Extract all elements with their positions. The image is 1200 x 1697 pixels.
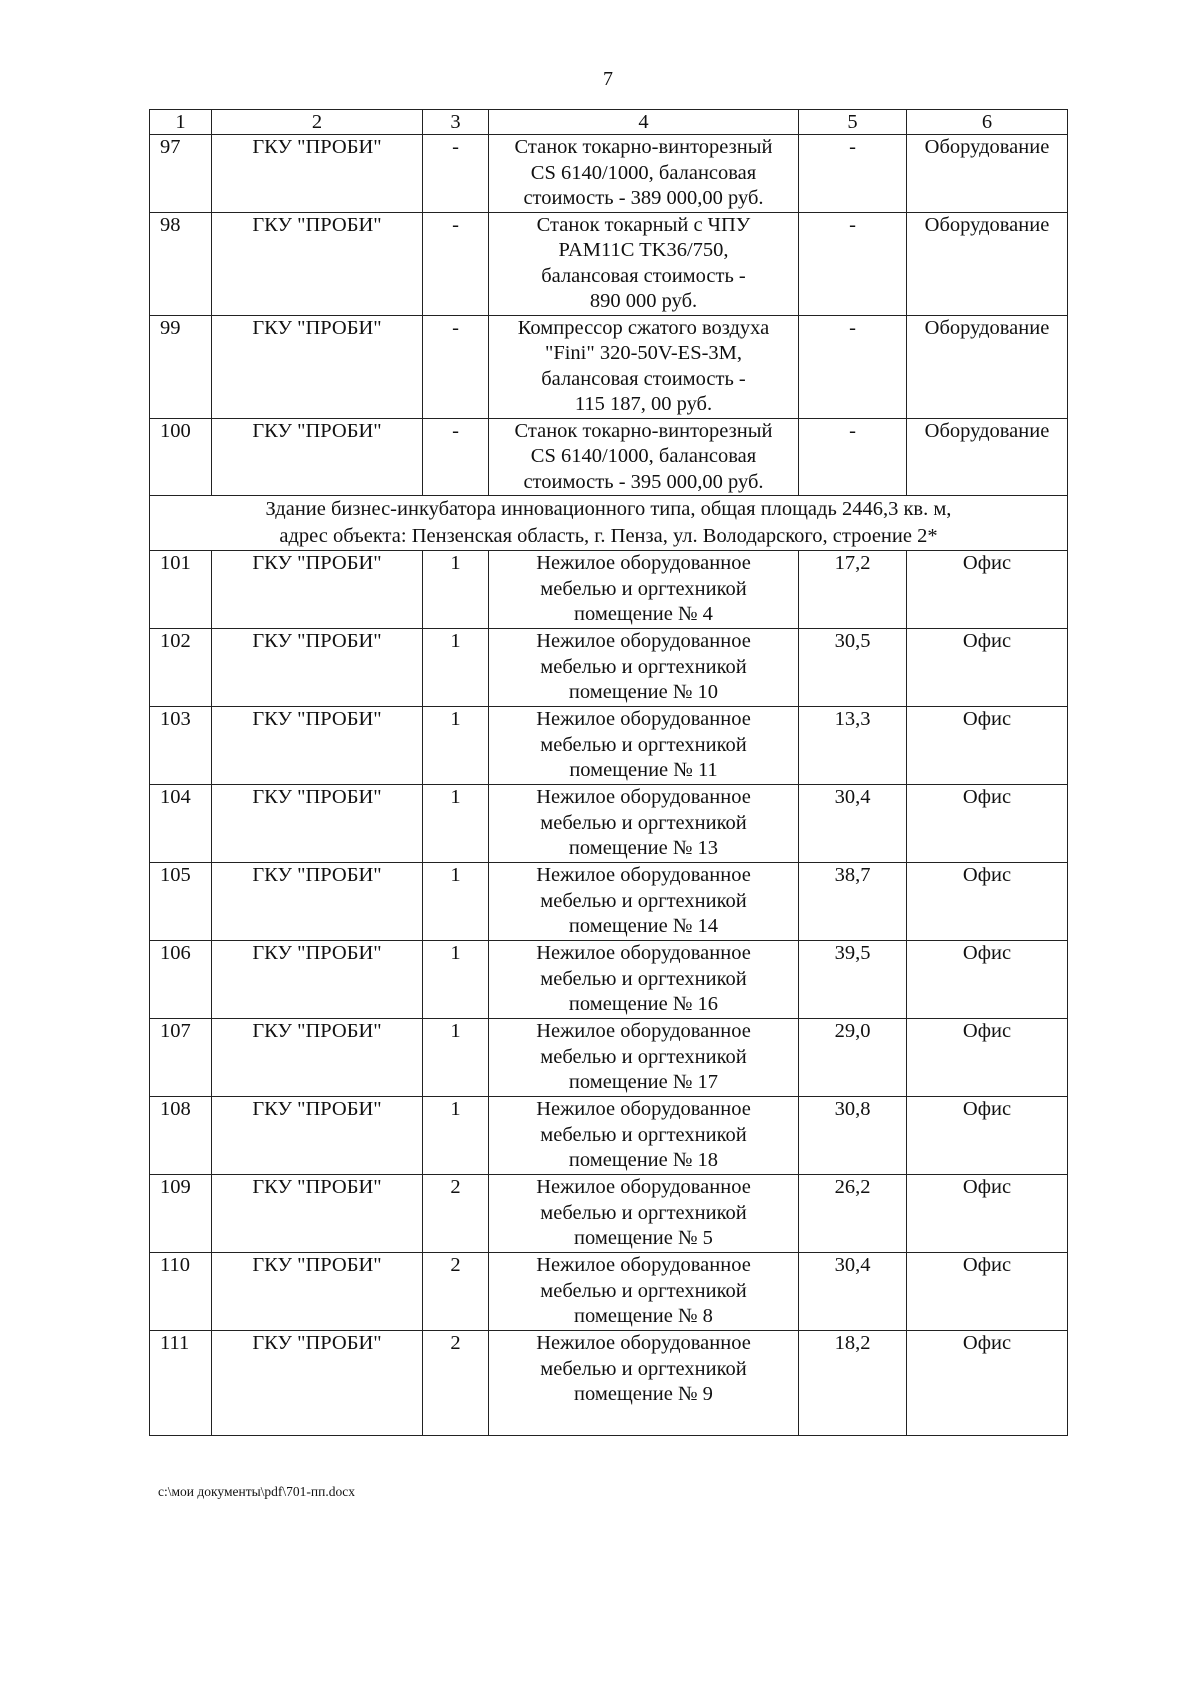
row-number-cell: 101 [150, 551, 212, 629]
organization-cell: ГКУ "ПРОБИ" [212, 135, 423, 213]
column-header-2: 2 [212, 110, 423, 135]
purpose-cell: Оборудование [907, 418, 1068, 496]
description-line: Нежилое оборудованное [536, 708, 751, 730]
description-line: помещение № 16 [568, 993, 719, 1015]
table-row [150, 315, 1068, 418]
purpose-cell: Оборудование [907, 212, 1068, 315]
description-line: мебелью и оргтехникой [540, 1201, 747, 1224]
description-line: мебелью и оргтехникой [540, 655, 747, 678]
area-cell: 30,4 [799, 1253, 907, 1331]
area-cell: - [799, 315, 907, 418]
description-line: стоимость - 395 000,00 руб. [523, 470, 764, 493]
area-cell: 30,5 [799, 629, 907, 707]
floor-cell: 1 [423, 629, 489, 707]
column-header-4: 4 [489, 110, 799, 135]
area-cell: 39,5 [799, 941, 907, 1019]
description-line: мебелью и оргтехникой [540, 1045, 747, 1068]
floor-cell: 1 [423, 551, 489, 629]
floor-cell: - [423, 315, 489, 418]
purpose-cell: Офис [907, 1331, 1068, 1436]
description-line: помещение № 18 [568, 1149, 719, 1171]
section-heading-cell [150, 496, 1068, 551]
description-cell [489, 551, 799, 629]
description-line: 115 187, 00 руб. [574, 393, 713, 415]
column-header-6: 6 [907, 110, 1068, 135]
property-table [149, 109, 1068, 1436]
area-cell: 26,2 [799, 1175, 907, 1253]
organization-cell: ГКУ "ПРОБИ" [212, 1253, 423, 1331]
organization-cell: ГКУ "ПРОБИ" [212, 1175, 423, 1253]
description-cell [489, 1331, 799, 1436]
description-line: Нежилое оборудованное [536, 786, 751, 808]
description-line: помещение № 10 [568, 681, 719, 703]
description-line: Станок токарно-винторезный [514, 419, 773, 442]
description-cell [489, 863, 799, 941]
description-line: Нежилое оборудованное [536, 942, 751, 964]
description-line: мебелью и оргтехникой [540, 1357, 747, 1380]
description-line: мебелью и оргтехникой [540, 889, 747, 912]
column-header-3: 3 [423, 110, 489, 135]
description-line: мебелью и оргтехникой [540, 733, 747, 756]
column-header-5: 5 [799, 110, 907, 135]
description-line: помещение № 17 [568, 1071, 719, 1093]
description-line: "Fini" 320-50V-ES-3M, [544, 342, 743, 364]
organization-cell: ГКУ "ПРОБИ" [212, 707, 423, 785]
page-number: 7 [603, 68, 613, 90]
description-cell [489, 785, 799, 863]
table-row [150, 212, 1068, 315]
table-row [150, 418, 1068, 496]
description-line: CS 6140/1000, балансовая [530, 161, 757, 184]
description-line: Станок токарный с ЧПУ [536, 213, 751, 236]
description-line: мебелью и оргтехникой [540, 1123, 747, 1146]
table-row [150, 1175, 1068, 1253]
row-number-cell: 111 [150, 1331, 212, 1436]
floor-cell: - [423, 418, 489, 496]
row-number-cell: 103 [150, 707, 212, 785]
purpose-cell: Офис [907, 1175, 1068, 1253]
purpose-cell: Офис [907, 941, 1068, 1019]
row-number-cell: 98 [150, 212, 212, 315]
row-number-cell: 99 [150, 315, 212, 418]
description-cell [489, 315, 799, 418]
description-line: помещение № 14 [568, 915, 719, 937]
description-line: помещение № 4 [574, 603, 713, 625]
floor-cell: 1 [423, 1019, 489, 1097]
area-cell: 30,8 [799, 1097, 907, 1175]
description-cell [489, 941, 799, 1019]
row-number-cell: 110 [150, 1253, 212, 1331]
floor-cell: 1 [423, 941, 489, 1019]
table-row [150, 1019, 1068, 1097]
table-body [150, 110, 1068, 1436]
area-cell: 38,7 [799, 863, 907, 941]
purpose-cell: Офис [907, 785, 1068, 863]
footer-file-path: c:\мои документы\pdf\701-пп.docx [158, 1484, 355, 1499]
area-cell: 18,2 [799, 1331, 907, 1436]
organization-cell: ГКУ "ПРОБИ" [212, 1019, 423, 1097]
column-header-1: 1 [150, 110, 212, 135]
table-row [150, 1331, 1068, 1436]
description-line: 890 000 руб. [589, 290, 698, 312]
area-cell: - [799, 212, 907, 315]
floor-cell: - [423, 212, 489, 315]
description-line: Нежилое оборудованное [536, 1020, 751, 1042]
description-cell [489, 1097, 799, 1175]
description-line: Станок токарно-винторезный [514, 136, 773, 158]
organization-cell: ГКУ "ПРОБИ" [212, 212, 423, 315]
area-cell: 13,3 [799, 707, 907, 785]
row-number-cell: 108 [150, 1097, 212, 1175]
floor-cell: - [423, 135, 489, 213]
description-line: помещение № 9 [574, 1383, 713, 1405]
description-line: CS 6140/1000, балансовая [530, 445, 757, 467]
floor-cell: 1 [423, 707, 489, 785]
organization-cell: ГКУ "ПРОБИ" [212, 418, 423, 496]
description-cell [489, 629, 799, 707]
floor-cell: 2 [423, 1175, 489, 1253]
description-line: мебелью и оргтехникой [540, 811, 747, 834]
description-line: Нежилое оборудованное [536, 1176, 751, 1198]
purpose-cell: Офис [907, 1097, 1068, 1175]
table-row [150, 707, 1068, 785]
table-row [150, 629, 1068, 707]
description-line: Нежилое оборудованное [536, 1098, 751, 1120]
description-line: мебелью и оргтехникой [540, 577, 747, 600]
purpose-cell: Оборудование [907, 315, 1068, 418]
purpose-cell: Офис [907, 1019, 1068, 1097]
organization-cell: ГКУ "ПРОБИ" [212, 551, 423, 629]
purpose-cell: Офис [907, 629, 1068, 707]
row-number-cell: 105 [150, 863, 212, 941]
description-cell [489, 1253, 799, 1331]
description-cell [489, 1019, 799, 1097]
area-cell: 29,0 [799, 1019, 907, 1097]
purpose-cell: Офис [907, 551, 1068, 629]
row-number-cell: 109 [150, 1175, 212, 1253]
table-row [150, 941, 1068, 1019]
description-cell [489, 707, 799, 785]
organization-cell: ГКУ "ПРОБИ" [212, 941, 423, 1019]
description-line: помещение № 5 [574, 1227, 713, 1249]
section-heading-row [150, 496, 1068, 551]
section-heading-line: адрес объекта: Пензенская область, г. Пенза, ул. Володарского, строение 2* [279, 525, 938, 547]
area-cell: 30,4 [799, 785, 907, 863]
table-row [150, 1253, 1068, 1331]
area-cell: - [799, 418, 907, 496]
area-cell: - [799, 135, 907, 213]
row-number-cell: 97 [150, 135, 212, 213]
table-row [150, 135, 1068, 213]
table-row [150, 551, 1068, 629]
description-cell [489, 135, 799, 213]
description-line: Нежилое оборудованное [536, 864, 751, 886]
description-line: балансовая стоимость - [541, 367, 746, 390]
description-line: мебелью и оргтехникой [540, 1279, 747, 1302]
floor-cell: 2 [423, 1331, 489, 1436]
organization-cell: ГКУ "ПРОБИ" [212, 629, 423, 707]
description-cell [489, 418, 799, 496]
description-cell [489, 212, 799, 315]
row-number-cell: 100 [150, 418, 212, 496]
organization-cell: ГКУ "ПРОБИ" [212, 1331, 423, 1436]
description-line: помещение № 11 [569, 759, 718, 781]
table-row [150, 785, 1068, 863]
purpose-cell: Оборудование [907, 135, 1068, 213]
column-number-row [150, 110, 1068, 135]
purpose-cell: Офис [907, 863, 1068, 941]
floor-cell: 1 [423, 863, 489, 941]
floor-cell: 1 [423, 1097, 489, 1175]
row-number-cell: 102 [150, 629, 212, 707]
table-row [150, 863, 1068, 941]
row-number-cell: 106 [150, 941, 212, 1019]
description-line: стоимость - 389 000,00 руб. [523, 187, 764, 209]
floor-cell: 1 [423, 785, 489, 863]
description-line: PAM11C TK36/750, [558, 239, 729, 261]
organization-cell: ГКУ "ПРОБИ" [212, 1097, 423, 1175]
purpose-cell: Офис [907, 707, 1068, 785]
description-line: помещение № 8 [574, 1305, 713, 1327]
description-line: Нежилое оборудованное [536, 1332, 751, 1354]
table-row [150, 1097, 1068, 1175]
description-line: балансовая стоимость - [541, 264, 746, 287]
organization-cell: ГКУ "ПРОБИ" [212, 315, 423, 418]
description-line: помещение № 13 [568, 837, 719, 859]
organization-cell: ГКУ "ПРОБИ" [212, 863, 423, 941]
area-cell: 17,2 [799, 551, 907, 629]
floor-cell: 2 [423, 1253, 489, 1331]
purpose-cell: Офис [907, 1253, 1068, 1331]
row-number-cell: 104 [150, 785, 212, 863]
description-line: Компрессор сжатого воздуха [517, 316, 770, 339]
organization-cell: ГКУ "ПРОБИ" [212, 785, 423, 863]
description-line: Нежилое оборудованное [536, 552, 751, 574]
description-cell [489, 1175, 799, 1253]
row-number-cell: 107 [150, 1019, 212, 1097]
section-heading-line: Здание бизнес-инкубатора инновационного типа, общая площадь 2446,3 кв. м, [265, 498, 952, 520]
description-line: мебелью и оргтехникой [540, 967, 747, 990]
description-line: Нежилое оборудованное [536, 630, 751, 652]
description-line: Нежилое оборудованное [536, 1254, 751, 1276]
